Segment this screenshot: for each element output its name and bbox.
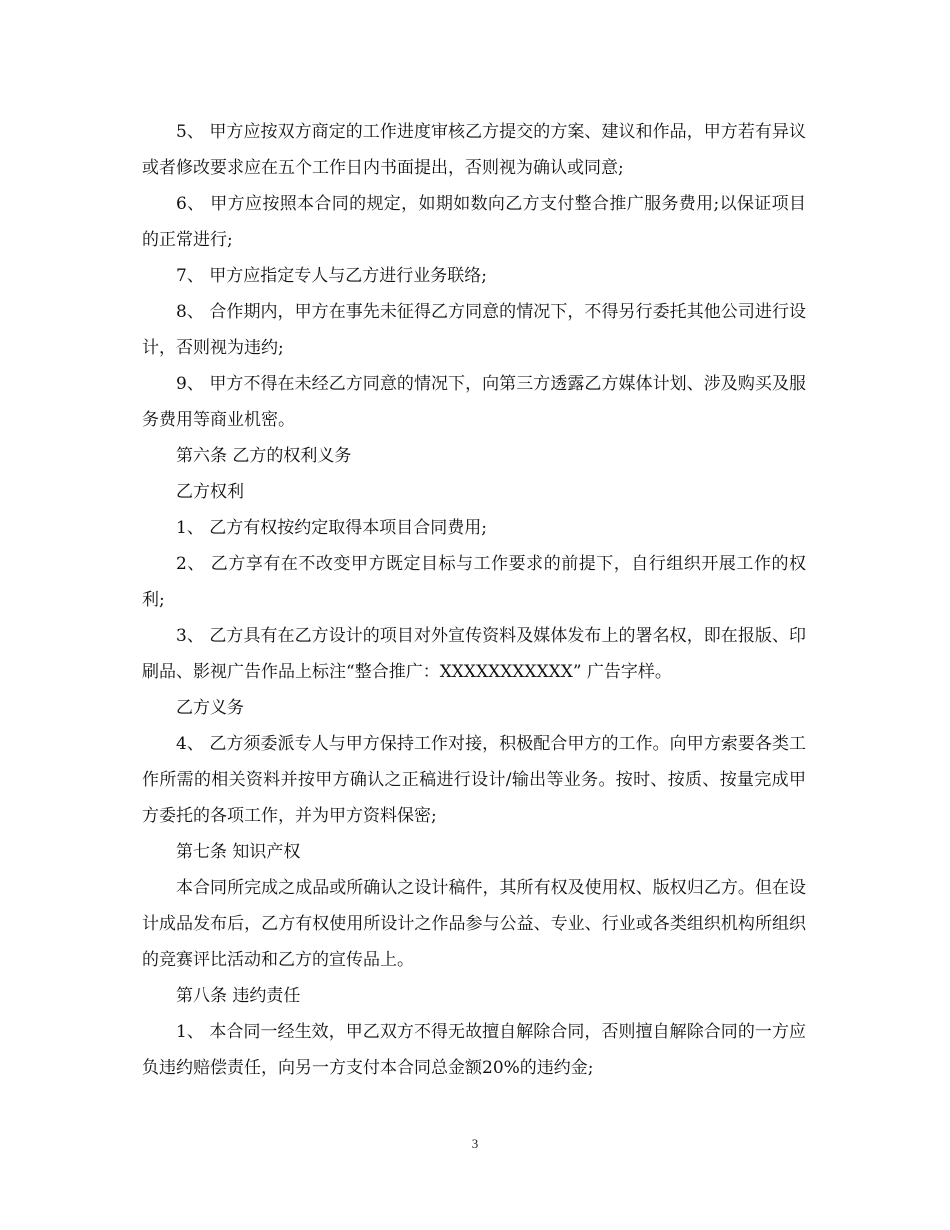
clause-yi-3: 3、 乙方具有在乙方设计的项目对外宣传资料及媒体发布上的署名权，即在报版、印刷品、影视广告作品上标注“整合推广：XXXXXXXXXXX” 广告字样。 <box>142 626 806 682</box>
article-6-heading: 第六条 乙方的权利义务 <box>176 446 352 466</box>
clause-jia-9: 9、 甲方不得在未经乙方同意的情况下，向第三方透露乙方媒体计划、涉及购买及服务费用等商业机密。 <box>142 374 806 430</box>
clause-jia-6: 6、 甲方应按照本合同的规定，如期如数向乙方支付整合推广服务费用;以保证项目的正常进行; <box>142 194 806 250</box>
article-8-heading: 第八条 违约责任 <box>176 986 301 1006</box>
article-7-body: 本合同所完成之成品或所确认之设计稿件，其所有权及使用权、版权归乙方。但在设计成品发布后，乙方有权使用所设计之作品参与公益、专业、行业或各类组织机构所组织的竞赛评比活动和乙方的宣传品上。 <box>142 878 806 970</box>
clause-yi-4: 4、 乙方须委派专人与甲方保持工作对接，积极配合甲方的工作。向甲方索要各类工作所需的相关资料并按甲方确认之正稿进行设计/输出等业务。按时、按质、按量完成甲方委托的各项工作，并为甲方资料保密; <box>142 734 806 826</box>
article-8-clause-1: 1、 本合同一经生效，甲乙双方不得无故擅自解除合同，否则擅自解除合同的一方应负违约赔偿责任，向另一方支付本合同总金额20%的违约金; <box>142 1022 806 1078</box>
document-body <box>142 114 806 1086</box>
yi-duties-heading: 乙方义务 <box>176 698 244 718</box>
page-number: 3 <box>471 1136 479 1151</box>
article-7-heading: 第七条 知识产权 <box>176 842 301 862</box>
clause-jia-7: 7、 甲方应指定专人与乙方进行业务联络; <box>176 266 487 286</box>
yi-rights-heading: 乙方权利 <box>176 482 244 502</box>
clause-yi-1: 1、 乙方有权按约定取得本项目合同费用; <box>176 518 487 538</box>
clause-yi-2: 2、 乙方享有在不改变甲方既定目标与工作要求的前提下，自行组织开展工作的权利; <box>142 554 806 610</box>
clause-jia-8: 8、 合作期内，甲方在事先未征得乙方同意的情况下，不得另行委托其他公司进行设计，否则视为违约; <box>142 302 806 358</box>
clause-jia-5: 5、 甲方应按双方商定的工作进度审核乙方提交的方案、建议和作品，甲方若有异议或者修改要求应在五个工作日内书面提出，否则视为确认或同意; <box>142 122 806 178</box>
